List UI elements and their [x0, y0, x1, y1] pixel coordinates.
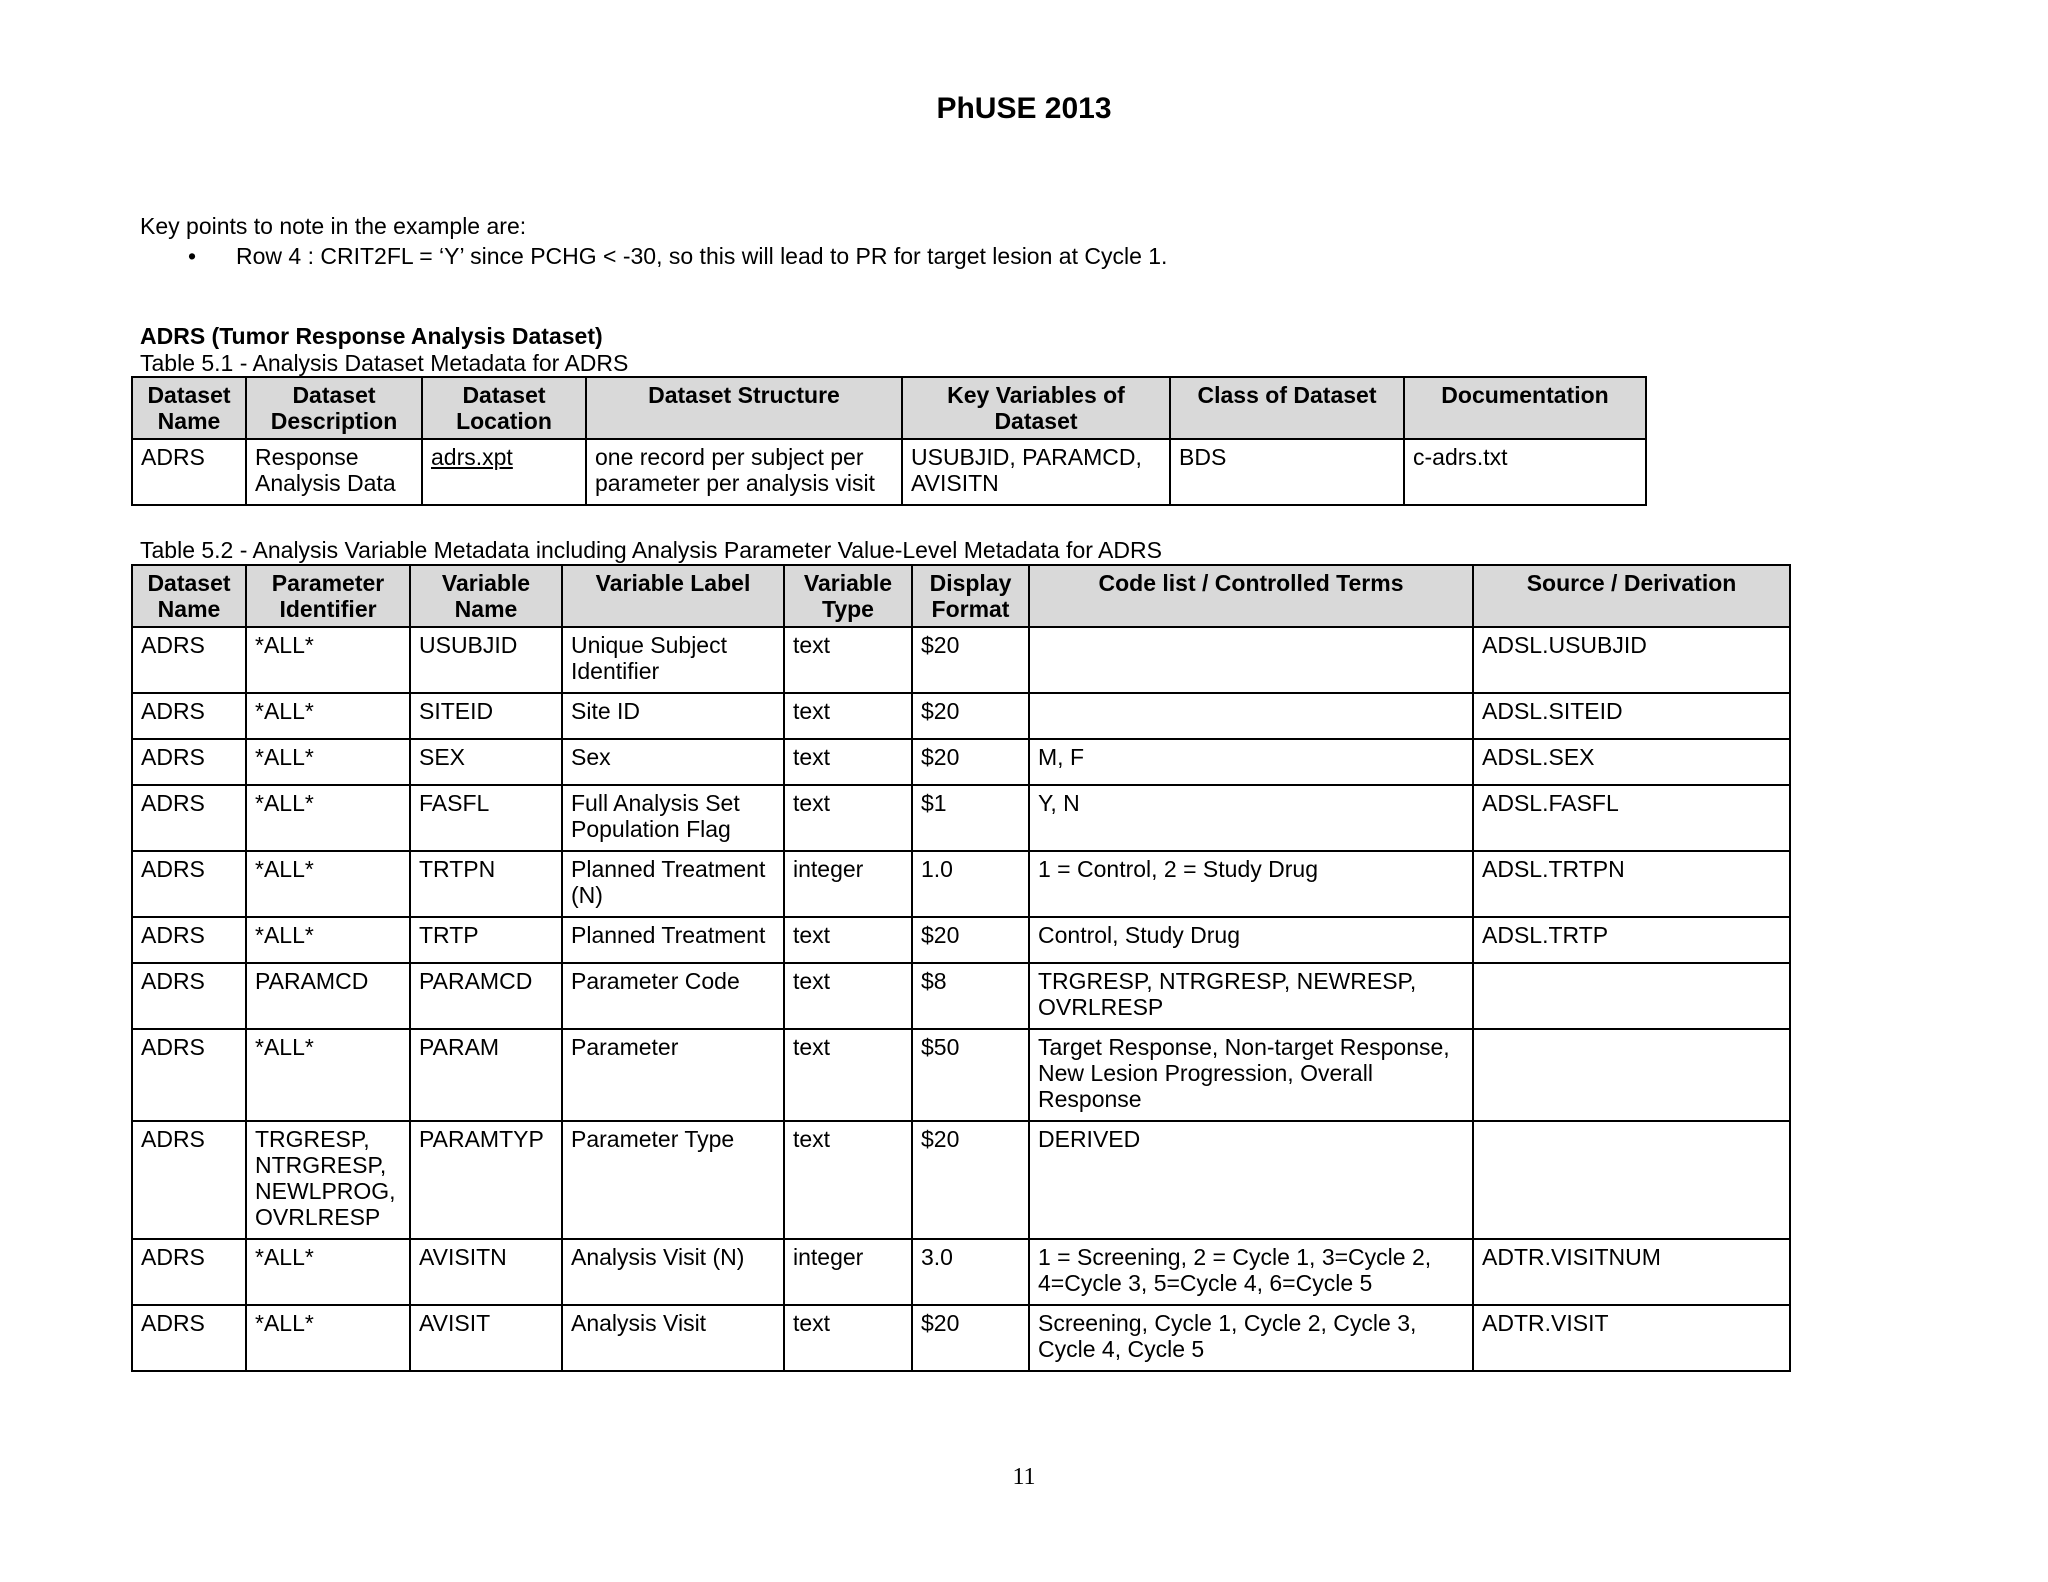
table2-cell: PARAMCD — [246, 963, 410, 1029]
table2-header-cell: Display Format — [912, 565, 1029, 627]
table2-cell: *ALL* — [246, 1305, 410, 1371]
table2-cell: Parameter — [562, 1029, 784, 1121]
table2-cell: ADRS — [132, 1121, 246, 1239]
table2-row — [132, 1029, 1790, 1121]
table2-cell: Parameter Type — [562, 1121, 784, 1239]
table2-header-cell: Dataset Name — [132, 565, 246, 627]
table2-cell: Analysis Visit — [562, 1305, 784, 1371]
table2-row — [132, 851, 1790, 917]
section-title: ADRS (Tumor Response Analysis Dataset) — [140, 323, 603, 349]
table2-cell: $20 — [912, 917, 1029, 963]
table2-cell: ADRS — [132, 1305, 246, 1371]
table2-header-cell: Parameter Identifier — [246, 565, 410, 627]
table2-cell: text — [784, 963, 912, 1029]
table2-cell: 1 = Control, 2 = Study Drug — [1029, 851, 1473, 917]
table1-header-cell: Class of Dataset — [1170, 377, 1404, 439]
table2-row — [132, 963, 1790, 1029]
table2-cell: $50 — [912, 1029, 1029, 1121]
table1-cell: c-adrs.txt — [1404, 439, 1646, 505]
table2-row — [132, 917, 1790, 963]
table2-cell: integer — [784, 1239, 912, 1305]
table2-cell: $8 — [912, 963, 1029, 1029]
table2-row — [132, 785, 1790, 851]
table2-row — [132, 693, 1790, 739]
table2-cell — [1473, 1121, 1790, 1239]
table2-cell: ADRS — [132, 693, 246, 739]
table2-cell: Sex — [562, 739, 784, 785]
table2-cell: TRTP — [410, 917, 562, 963]
key-points-intro: Key points to note in the example are: — [140, 213, 527, 239]
table2-cell: Planned Treatment — [562, 917, 784, 963]
table2-cell: ADSL.SEX — [1473, 739, 1790, 785]
table2-cell: Site ID — [562, 693, 784, 739]
table2-cell: ADRS — [132, 963, 246, 1029]
table1-caption: Table 5.1 - Analysis Dataset Metadata for ADRS — [140, 350, 629, 376]
table2-header-row — [132, 565, 1790, 627]
table2-caption: Table 5.2 - Analysis Variable Metadata including Analysis Parameter Value-Level Metadata for ADRS — [140, 537, 1162, 563]
table2-cell: ADRS — [132, 627, 246, 693]
table1-header-cell: Dataset Structure — [586, 377, 902, 439]
table1-row — [132, 439, 1646, 505]
table2-cell: *ALL* — [246, 627, 410, 693]
table2-cell: $20 — [912, 1305, 1029, 1371]
table2-cell: Y, N — [1029, 785, 1473, 851]
table2-cell: ADTR.VISIT — [1473, 1305, 1790, 1371]
table2-cell: *ALL* — [246, 1239, 410, 1305]
table2-cell: ADSL.TRTP — [1473, 917, 1790, 963]
table1-cell: BDS — [1170, 439, 1404, 505]
table2-cell: PARAMCD — [410, 963, 562, 1029]
table2-cell: ADSL.FASFL — [1473, 785, 1790, 851]
table2-cell: integer — [784, 851, 912, 917]
table2-cell: Screening, Cycle 1, Cycle 2, Cycle 3, Cycle 4, Cycle 5 — [1029, 1305, 1473, 1371]
table2-cell — [1029, 627, 1473, 693]
table2-cell: ADRS — [132, 785, 246, 851]
table1-header-cell: Documentation — [1404, 377, 1646, 439]
table2-row — [132, 739, 1790, 785]
table2-cell: 1 = Screening, 2 = Cycle 1, 3=Cycle 2, 4=Cycle 3, 5=Cycle 4, 6=Cycle 5 — [1029, 1239, 1473, 1305]
table2-cell: *ALL* — [246, 785, 410, 851]
table2-cell: PARAM — [410, 1029, 562, 1121]
table1-cell: USUBJID, PARAMCD, AVISITN — [902, 439, 1170, 505]
table1-header-cell: Key Variables of Dataset — [902, 377, 1170, 439]
table2-row — [132, 627, 1790, 693]
table2-cell: Unique Subject Identifier — [562, 627, 784, 693]
table2-cell: SITEID — [410, 693, 562, 739]
table2-cell: Target Response, Non-target Response, New Lesion Progression, Overall Response — [1029, 1029, 1473, 1121]
table2-header-cell: Variable Label — [562, 565, 784, 627]
table2-cell: *ALL* — [246, 917, 410, 963]
table2-row — [132, 1305, 1790, 1371]
table2-cell: text — [784, 917, 912, 963]
table2-cell: $20 — [912, 627, 1029, 693]
table2-header-cell: Code list / Controlled Terms — [1029, 565, 1473, 627]
table2-cell: $20 — [912, 1121, 1029, 1239]
table2-cell: SEX — [410, 739, 562, 785]
table2-row — [132, 1121, 1790, 1239]
table2-cell: ADRS — [132, 851, 246, 917]
table2-cell: Planned Treatment (N) — [562, 851, 784, 917]
variable-metadata-table — [131, 564, 1791, 1372]
table2-cell: text — [784, 1305, 912, 1371]
table2-cell: $1 — [912, 785, 1029, 851]
table2-cell: TRTPN — [410, 851, 562, 917]
table2-cell: Control, Study Drug — [1029, 917, 1473, 963]
table2-cell: text — [784, 785, 912, 851]
table1-header-row — [132, 377, 1646, 439]
table2-cell: TRGRESP, NTRGRESP, NEWRESP, OVRLRESP — [1029, 963, 1473, 1029]
table2-cell — [1473, 1029, 1790, 1121]
dataset-location-link[interactable]: adrs.xpt — [422, 439, 586, 505]
table2-cell: ADTR.VISITNUM — [1473, 1239, 1790, 1305]
page-number: 11 — [1012, 1464, 1036, 1490]
table2-cell: ADSL.USUBJID — [1473, 627, 1790, 693]
table2-cell: $20 — [912, 693, 1029, 739]
table2-cell: USUBJID — [410, 627, 562, 693]
table2-cell: FASFL — [410, 785, 562, 851]
key-points — [140, 212, 1167, 270]
table2-cell: ADRS — [132, 739, 246, 785]
key-point-item — [188, 242, 1167, 270]
table1-header-cell: Dataset Description — [246, 377, 422, 439]
page-header-title: PhUSE 2013 — [936, 92, 1112, 125]
table2-cell: M, F — [1029, 739, 1473, 785]
table2-cell: Analysis Visit (N) — [562, 1239, 784, 1305]
table2-cell: AVISITN — [410, 1239, 562, 1305]
table2-cell: Parameter Code — [562, 963, 784, 1029]
table2-header-cell: Variable Type — [784, 565, 912, 627]
table1-header-cell: Dataset Location — [422, 377, 586, 439]
table2-cell: *ALL* — [246, 739, 410, 785]
table1-cell: ADRS — [132, 439, 246, 505]
table2-cell: TRGRESP, NTRGRESP, NEWLPROG, OVRLRESP — [246, 1121, 410, 1239]
table1-header-cell: Dataset Name — [132, 377, 246, 439]
table2-cell: PARAMTYP — [410, 1121, 562, 1239]
bullet-icon: • — [188, 243, 197, 269]
table2-cell: ADSL.SITEID — [1473, 693, 1790, 739]
dataset-metadata-table — [131, 376, 1647, 506]
table2-cell: text — [784, 1121, 912, 1239]
table2-cell: $20 — [912, 739, 1029, 785]
table1-cell: one record per subject per parameter per analysis visit — [586, 439, 902, 505]
table2-row — [132, 1239, 1790, 1305]
table2-cell — [1473, 963, 1790, 1029]
table1-cell: Response Analysis Data — [246, 439, 422, 505]
table2-cell: Full Analysis Set Population Flag — [562, 785, 784, 851]
table2-cell: *ALL* — [246, 1029, 410, 1121]
table2-cell: DERIVED — [1029, 1121, 1473, 1239]
table2-cell: ADRS — [132, 1029, 246, 1121]
table2-cell: ADSL.TRTPN — [1473, 851, 1790, 917]
table2-cell: *ALL* — [246, 851, 410, 917]
table2-cell: 3.0 — [912, 1239, 1029, 1305]
key-point-text: Row 4 : CRIT2FL = ‘Y’ since PCHG < -30, so this will lead to PR for target lesion at Cycle 1. — [236, 243, 1168, 269]
table2-cell: text — [784, 693, 912, 739]
table2-cell — [1029, 693, 1473, 739]
table2-cell: AVISIT — [410, 1305, 562, 1371]
table2-cell: ADRS — [132, 1239, 246, 1305]
table2-header-cell: Source / Derivation — [1473, 565, 1790, 627]
table2-cell: text — [784, 1029, 912, 1121]
table2-cell: 1.0 — [912, 851, 1029, 917]
table2-cell: ADRS — [132, 917, 246, 963]
table2-cell: *ALL* — [246, 693, 410, 739]
table2-header-cell: Variable Name — [410, 565, 562, 627]
table2-cell: text — [784, 739, 912, 785]
table2-cell: text — [784, 627, 912, 693]
